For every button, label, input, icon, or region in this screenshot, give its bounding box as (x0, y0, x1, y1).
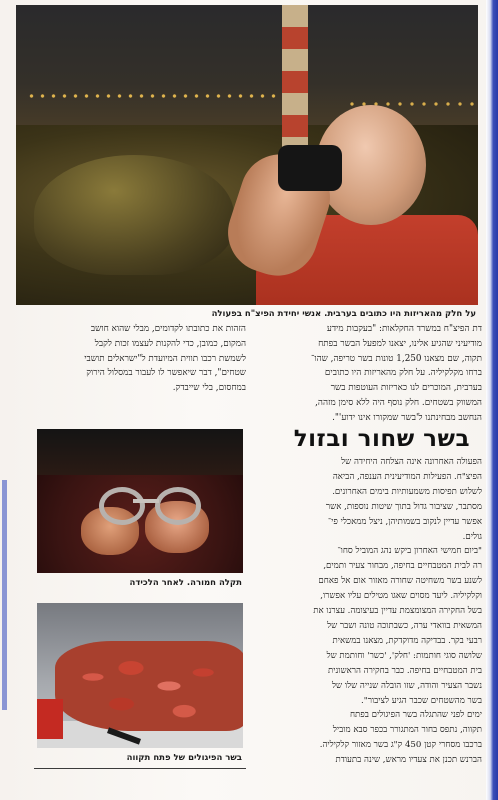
text-line: מודיעיני שהגיע אלינו, יצאנו למפעל הבשר בפתח (318, 338, 482, 349)
text-line: דת הפיצ"ח במשרד החקלאות: "בעקבות מידע (326, 324, 482, 334)
page-edge-mark (2, 480, 7, 710)
top-photo-man-with-binoculars (16, 5, 478, 305)
text-line: המשווק בשטחים. חלק נוסף היה ללא סימן מזהה, (315, 397, 482, 408)
text-line: בערבית, המוכרים לנו כאריזות העוטפות בשר (330, 383, 482, 394)
photo-meat-pile (55, 641, 243, 731)
top-photo-caption: על חלק מהאריזות היו כתובים בערבית. אנשי יחידת הפיצ"ח בפעולה (211, 309, 476, 319)
photo-distant-lights (26, 93, 286, 99)
right-column-top-text (260, 322, 482, 426)
text-line: לשלוש תפיסות משמעותיות בימים האחרונים. (332, 486, 482, 497)
text-line: לשמשת רכבו תווית המיועדת ל"ישראלים תושבי (84, 353, 246, 364)
text-line: נשבר הצעיר והודה, שזו הובלה שנייה שלו של (332, 680, 482, 691)
text-line: רה לבית המטבחיים בחיפה, מבחור צעיר ותמים, (323, 561, 482, 572)
text-line: גולים. (462, 531, 482, 542)
text-line: הפעולה האחרונה אינה הצלחה היחידה של (341, 457, 482, 467)
photo-binoculars (278, 145, 342, 191)
text-line: אפשר עדיין לנקוב בשמותיהן, ניצל ממאכלי פי־ (327, 516, 482, 527)
text-line: לשנע בשר משחיטה שחורה מאזור אום אל פאחם (318, 576, 482, 587)
meat-photo (37, 603, 243, 748)
text-line: המקום, כמובן, כדי להקנות לעצמו זכות לקבל (94, 338, 246, 349)
text-line: מסתבר, שציבור גדול בתוך שיטות נוספות, אשר (325, 501, 482, 512)
photo-red-object (37, 699, 63, 739)
text-line: הזהות את כתובתו לקדומים, מבלי שהוא חושב (90, 324, 246, 334)
text-line: שלושה סוגי חותמות: 'חלק', 'כשר' וחותמת של (326, 650, 482, 661)
handcuff-ring (155, 487, 201, 525)
meat-caption: בשר הפיגולים של פתח תקווה (126, 753, 242, 763)
photo-dark-clothing (37, 429, 243, 475)
text-line: ימים לפני שהתגלה בשר הפיגולים בפתח (349, 710, 482, 721)
photo-hill (34, 155, 234, 275)
text-line: בשר מהשטחים שכבר הגיע לציבור". (361, 695, 482, 706)
text-line: הברנש תכנן את צעדיו מראש, שינה בתעודת (335, 755, 482, 766)
text-line: רבעי בקר. בבדיקה מדוקדקת, מצאנו במשאית (332, 635, 482, 646)
handcuffs-photo (37, 429, 243, 573)
text-line: בשל החקירה המצומצמת עדיין בעיצומה. עצרנו את (313, 606, 482, 617)
text-line: וקלקיליה. ליעד מסוים שאגו מטילים עליו אפשרו, (320, 591, 482, 602)
text-line: המשאית בוואדי ערה, כשבתוכה טונה ושבר של (327, 620, 482, 631)
text-line: "ביום חמישי האחרון ביקש נהג המוביל סחו־ (337, 546, 482, 557)
right-column-body (262, 455, 482, 768)
photo-night-sky (16, 5, 478, 135)
section-headline: בשר שחור ובזול (293, 426, 470, 452)
text-line: ברחו מקלקיליה. על חלק מהאריזות היו כתובים (324, 368, 482, 379)
text-line: תקווה, נתפס בחור המתגורר בכפר סבא מוביל (332, 725, 482, 736)
text-line: שטחים", דבר שיאפשר לו לעבור במסלול הירוק (86, 368, 246, 379)
text-line: ברכבו מסחרי קטן 450 ק"ג בשר מאזור קלקיליה. (319, 740, 482, 751)
text-line: בית המטבחיים בחיפה. כבר בחקירה הראשונית (328, 665, 482, 676)
handcuffs-caption: תקלה חמורה. לאחר הלכידה (129, 578, 242, 588)
text-line: במחסום, בלי שייבדק. (172, 383, 246, 394)
text-line: תקוה, שם מצאנו 1,250 טונות בשר טריפה, שהו־ (310, 353, 482, 364)
text-line: הפיצ"ח. הפעילות המודיעינית הענפה, הביאה (332, 471, 482, 482)
page-edge-strip (486, 0, 498, 800)
column-rule (34, 768, 246, 769)
handcuff-chain (133, 499, 159, 503)
left-column-top-text (34, 322, 246, 396)
text-line: הנחשב מבחינתנו ל'בשר שמקורו אינו ידוע'". (332, 412, 482, 423)
handcuff-ring (99, 487, 145, 525)
